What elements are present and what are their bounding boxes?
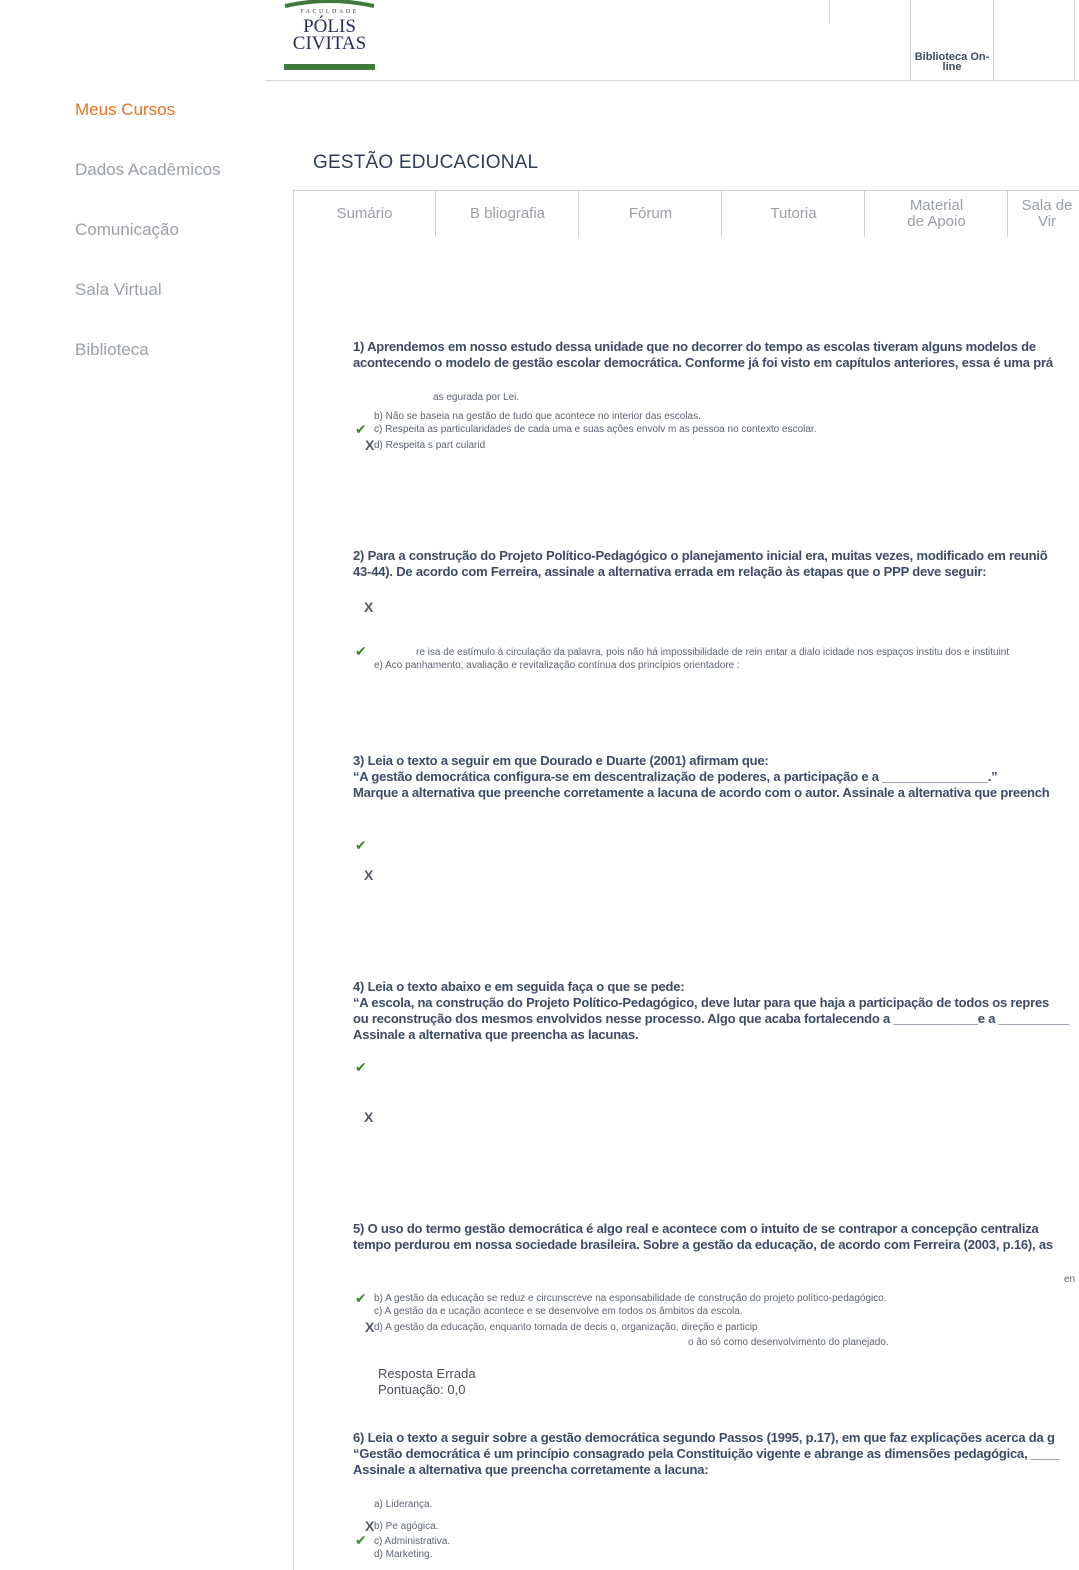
x-icon: X <box>364 599 374 615</box>
option-c[interactable]: c) Administrativa. <box>374 1536 451 1547</box>
sidebar-item-sala-virtual[interactable]: Sala Virtual <box>75 280 162 299</box>
question-line: 1) Aprendemos em nosso estudo dessa unidade que no decorrer do tempo as escolas tiveram alguns modelos de <box>353 339 1036 354</box>
check-icon: ✔ <box>355 1290 367 1306</box>
header-divider <box>993 0 994 80</box>
content-left-border <box>293 190 294 1570</box>
tab-tutoria[interactable]: Tutoria <box>723 191 865 237</box>
question-line: “A escola, na construção do Projeto Político-Pedagógico, deve lutar para que haja a participação de todos os repres <box>353 995 1050 1010</box>
question-5-text <box>353 1221 1053 1253</box>
question-2-text <box>353 548 1048 580</box>
question-3-text <box>353 753 1050 801</box>
question-line: 4) Leia o texto abaixo e em seguida faça o que se pede: <box>353 979 685 994</box>
question-line: Assinale a alternativa que preencha as lacunas. <box>353 1027 639 1042</box>
option-d[interactable]: d) Marketing. <box>374 1549 433 1560</box>
option-e[interactable]: e) Aco panhamento, avaliação e revitalização contínua dos princípios orientadore : <box>374 660 740 671</box>
question-4-text <box>353 979 1069 1043</box>
tab-sumario[interactable]: Sumário <box>294 191 436 237</box>
header-bottom-border <box>265 80 1079 81</box>
question-line: Marque a alternativa que preenche corretamente a lacuna de acordo com o autor. Assinale a alternativa que preench <box>353 785 1050 800</box>
x-icon: X <box>365 437 375 453</box>
question-line: 6) Leia o texto a seguir sobre a gestão democrática segundo Passos (1995, p.17), em que faz explicações acerca da g <box>353 1430 1055 1445</box>
option-a[interactable]: a) Liderança. <box>374 1499 433 1510</box>
logo-faculdade-text: FACULDADE <box>300 9 359 15</box>
option-a[interactable]: en <box>1064 1274 1076 1285</box>
sidebar-item-dados-academicos[interactable]: Dados Acadêmicos <box>75 160 221 179</box>
check-icon: ✔ <box>355 837 367 853</box>
x-icon: X <box>364 1109 374 1125</box>
logo-polis-text: PÓLIS <box>303 16 356 37</box>
question-line: tempo perdurou em nossa sociedade brasileira. Sobre a gestão da educação, de acordo com Ferreira (2003, p.16), as <box>353 1237 1053 1252</box>
option-c[interactable]: c) A gestão da e ucação acontece e se desenvolve em todos os âmbitos da escola. <box>374 1306 743 1317</box>
sidebar-item-biblioteca[interactable]: Biblioteca <box>75 340 149 359</box>
check-icon: ✔ <box>355 421 367 437</box>
header-divider <box>1074 0 1075 80</box>
question-line: Assinale a alternativa que preencha corretamente a lacuna: <box>353 1462 709 1477</box>
question-1-text <box>353 339 1053 371</box>
question-line: ou reconstrução dos mesmos envolvidos nesse processo. Algo que acaba fortalecendo a ____________e a __________ <box>353 1011 1069 1026</box>
tab-bibliografia[interactable]: B bliografia <box>437 191 579 237</box>
option-b[interactable]: b) Pe agógica. <box>374 1521 439 1532</box>
result-score: Pontuação: 0,0 <box>378 1382 466 1397</box>
option-b[interactable]: b) Não se baseia na gestão de tudo que acontece no interior das escolas. <box>374 411 701 422</box>
check-icon: ✔ <box>355 1532 367 1548</box>
option-d[interactable]: d) A gestão da educação, enquanto tomada de decis o, organização, direção e particip <box>374 1322 758 1333</box>
x-icon: X <box>364 867 374 883</box>
question-6-text <box>353 1430 1059 1478</box>
sidebar-item-meus-cursos[interactable]: Meus Cursos <box>75 100 176 119</box>
tab-sala-virtual[interactable]: Sala de Vir <box>1021 197 1073 230</box>
page-title: GESTÃO EDUCACIONAL <box>313 152 539 173</box>
result-status: Resposta Errada <box>378 1366 476 1381</box>
check-icon: ✔ <box>355 1059 367 1075</box>
course-tabs <box>294 190 1079 239</box>
x-icon: X <box>365 1518 375 1534</box>
question-line: 43-44). De acordo com Ferreira, assinale a alternativa errada em relação às etapas que o PPP deve seguir: <box>353 564 987 579</box>
question-line: 2) Para a construção do Projeto Político-Pedagógico o planejamento inicial era, muitas vezes, modificado em reuniõ <box>353 548 1048 563</box>
question-line: acontecendo o modelo de gestão escolar democrática. Conforme já foi visto em capítulos anteriores, essa é uma prá <box>353 355 1053 370</box>
check-icon: ✔ <box>355 643 367 659</box>
option-b[interactable]: b) A gestão da educação se reduz e circunscreve na esponsabilidade de construção do projeto político-pedagógico. <box>374 1293 887 1304</box>
question-line: 5) O uso do termo gestão democrática é algo real e acontece com o intuito de se contrapor a concepção centraliza <box>353 1221 1039 1236</box>
sidebar-item-comunicacao[interactable]: Comunicação <box>75 220 179 239</box>
question-line: “Gestão democrática é um princípio consagrado pela Constituição vigente e abrange as dimensões pedagógica, ____ <box>353 1446 1060 1461</box>
option-d[interactable]: d) Respeita s part cularid <box>374 440 486 451</box>
option-c[interactable]: c) Respeita as particularidades de cada uma e suas ações envolv m as pessoa no contexto escolar. <box>374 424 817 435</box>
x-icon: X <box>365 1319 375 1335</box>
tab-forum[interactable]: Fórum <box>580 191 722 237</box>
tab-material-de-apoio[interactable]: Material de Apoio <box>866 191 1008 237</box>
logo-civitas-text: CIVITAS <box>292 33 367 54</box>
faculty-logo[interactable] <box>283 0 376 72</box>
question-line: 3) Leia o texto a seguir em que Dourado e Duarte (2001) afirmam que: <box>353 753 769 768</box>
option-d-continuation: o ão só como desenvolvimento do planejado. <box>688 1337 889 1348</box>
question-line: “A gestão democrática configura-se em descentralização de poderes, a participação e a _______________.” <box>353 769 998 784</box>
biblioteca-online-link[interactable]: Biblioteca On-line <box>914 51 990 73</box>
header-divider <box>829 0 830 24</box>
option-a[interactable]: as egurada por Lei. <box>433 392 520 403</box>
option-d[interactable]: re isa de estímulo à circulação da palavra, pois não há impossibilidade de rein entar a dialo icidade nos espaços institu dos e instituint <box>416 647 1010 658</box>
